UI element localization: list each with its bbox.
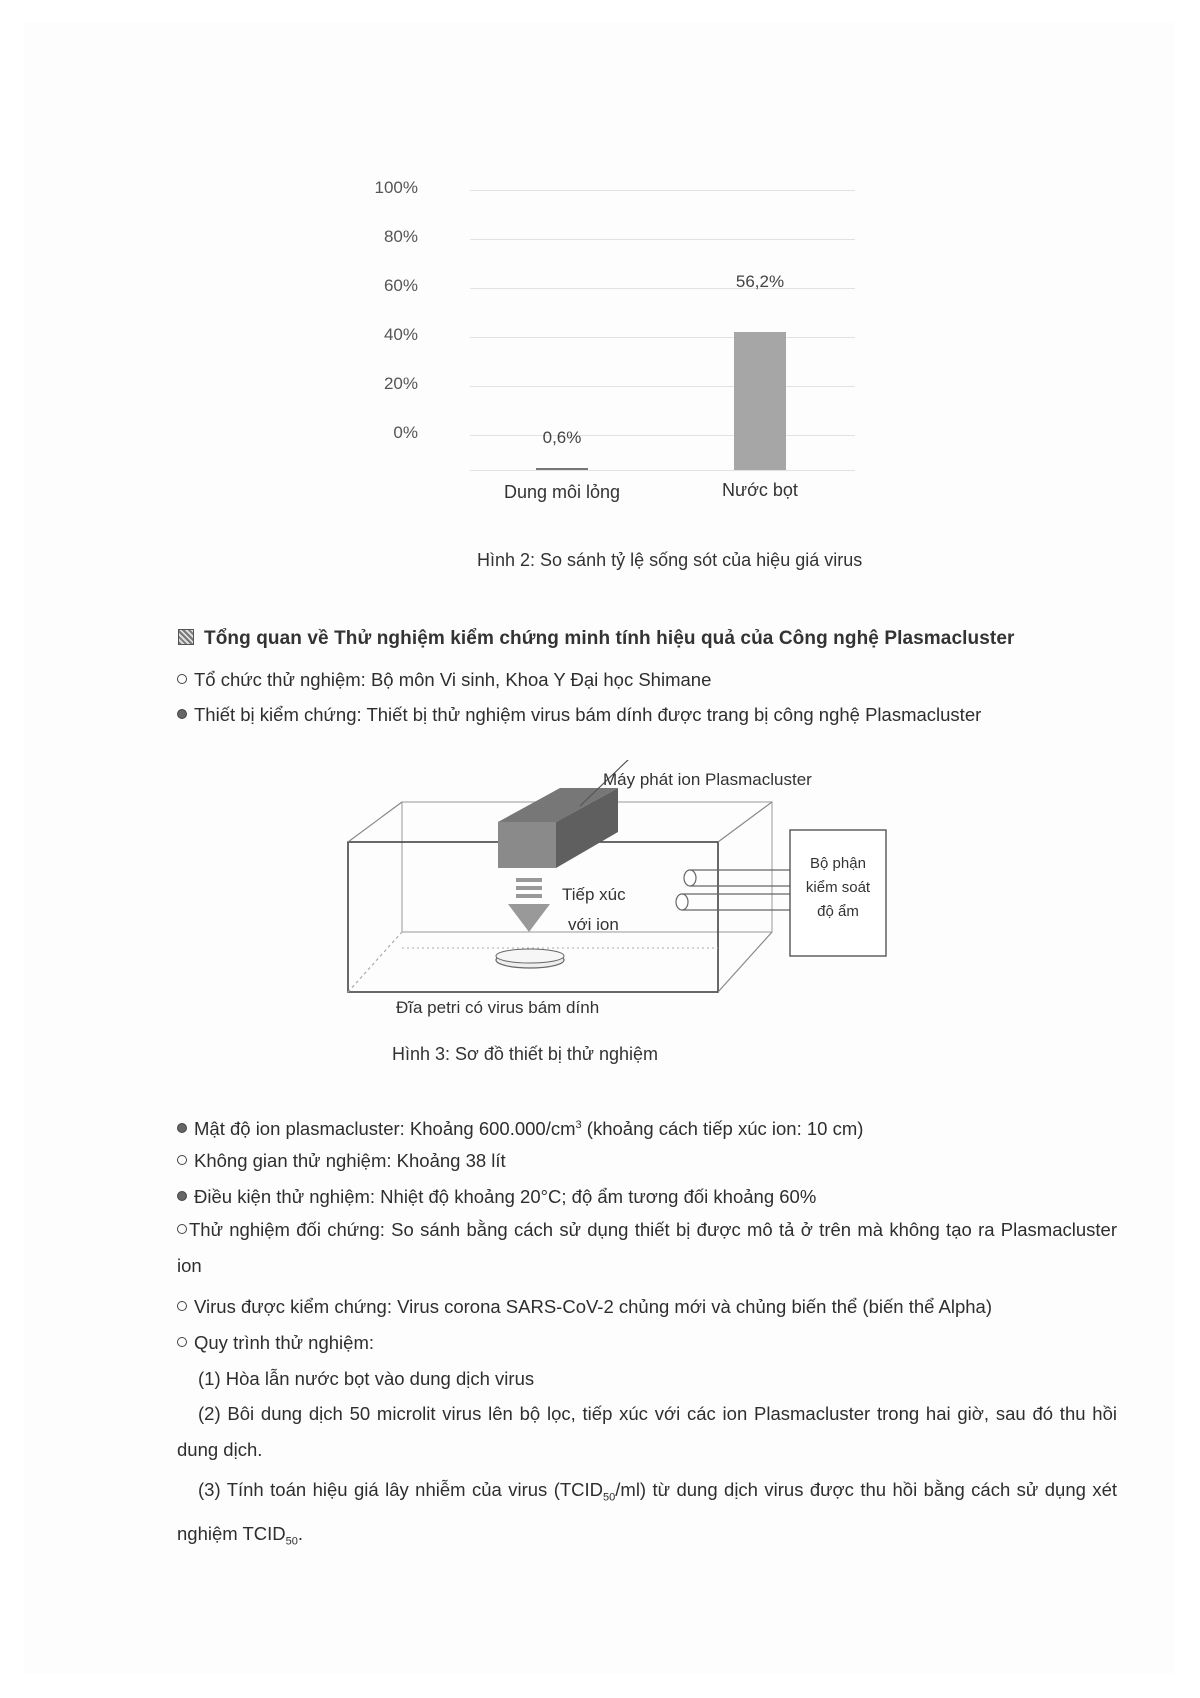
bullet-item: Quy trình thử nghiệm: (177, 1330, 374, 1356)
x-category-label: Dung môi lỏng (503, 482, 621, 502)
x-category-label: Nước bọt (722, 480, 798, 500)
bullet-icon (177, 1155, 187, 1165)
bar-dung-moi-long (536, 468, 588, 470)
gridline (470, 386, 855, 387)
ion-stream-bar (516, 878, 542, 882)
section-heading (178, 628, 1014, 650)
bar-nuoc-bot (734, 332, 786, 470)
y-tick-label: 60% (383, 276, 418, 295)
petri-label: Đĩa petri có virus bám dính (396, 998, 600, 1017)
y-tick-label: 100% (374, 178, 418, 197)
procedure-step-3: (3) Tính toán hiệu giá lây nhiễm của virus $(TCID_{50}/ml)$ từ dung dịch virus được thu hồi bằng cách sử dụng xét nghiệm $TCID_{50}$. (177, 1479, 1117, 1548)
procedure-step-1: (1) Hòa lẫn nước bọt vào dung dịch virus (198, 1368, 535, 1389)
gridline (470, 239, 855, 240)
bullet-item: Thiết bị kiểm chứng: Thiết bị thử nghiệm virus bám dính được trang bị công nghệ Plasmacluster (177, 702, 981, 728)
ion-stream-bar (516, 886, 542, 890)
bullet-icon (177, 1123, 187, 1133)
bullet-item: Không gian thử nghiệm: Khoảng 38 lít (177, 1148, 506, 1174)
bullet-icon (177, 674, 187, 684)
checkbox-square-icon (178, 629, 194, 645)
bullet-icon (177, 1224, 187, 1234)
ion-stream-bar (516, 894, 542, 898)
y-tick-label: 20% (383, 374, 418, 393)
bar-data-label: 56,2% (735, 272, 785, 291)
humidity-control-label: Bộ phận kiểm soát độ ẩm (805, 855, 871, 920)
tube-end (676, 894, 688, 910)
bullet-icon (177, 1337, 187, 1347)
bullet-item: Mật độ ion plasmacluster: Khoảng $600.000/cm^3$ (khoảng cách tiếp xúc ion: 10 cm) (177, 1112, 863, 1142)
exposure-label-line2: với ion (568, 915, 619, 934)
generator-label: Máy phát ion Plasmacluster (603, 770, 812, 789)
chamber-edge-hidden (348, 932, 402, 992)
figure-2-caption: Hình 2: So sánh tỷ lệ sống sót của hiệu giá virus (477, 550, 863, 570)
ion-arrow-head (508, 904, 550, 932)
y-tick-label: 80% (383, 227, 418, 246)
y-tick-label: 40% (383, 325, 418, 344)
bullet-item: Tổ chức thử nghiệm: Bộ môn Vi sinh, Khoa Y Đại học Shimane (177, 667, 711, 693)
gridline (470, 337, 855, 338)
bar-data-label: 0,6% (542, 428, 582, 447)
figure-3-caption: Hình 3: Sơ đồ thiết bị thử nghiệm (392, 1044, 659, 1064)
petri-dish-lid (496, 949, 564, 963)
bullet-item: Điều kiện thử nghiệm: Nhiệt độ khoảng 20°C; độ ẩm tương đối khoảng 60% (177, 1184, 816, 1210)
generator-front (498, 822, 556, 868)
chamber-edge (718, 932, 772, 992)
section-heading-text: Tổng quan về Thử nghiệm kiểm chứng minh tính hiệu quả của Công nghệ Plasmacluster (204, 628, 1015, 649)
gridline (470, 190, 855, 191)
tube-end (684, 870, 696, 886)
bullet-icon (177, 1301, 187, 1311)
x-axis-line (470, 470, 855, 471)
bullet-icon (177, 709, 187, 719)
procedure-step-2: (2) Bôi dung dịch 50 microlit virus lên bộ lọc, tiếp xúc với các ion Plasmacluster trong hai giờ, sau đó thu hồi dung dịch. (177, 1403, 1117, 1460)
bullet-item: Virus được kiểm chứng: Virus corona SARS-CoV-2 chủng mới và chủng biến thể (biến thể Alpha) (177, 1294, 992, 1320)
y-tick-label: 0% (393, 423, 418, 442)
chamber-edge (718, 802, 772, 842)
chamber-edge (348, 802, 402, 842)
bullet-icon (177, 1191, 187, 1201)
control-test-paragraph: Thử nghiệm đối chứng: So sánh bằng cách sử dụng thiết bị được mô tả ở trên mà không tạo ra Plasmacluster ion (177, 1219, 1117, 1276)
exposure-label-line1: Tiếp xúc (562, 885, 626, 904)
